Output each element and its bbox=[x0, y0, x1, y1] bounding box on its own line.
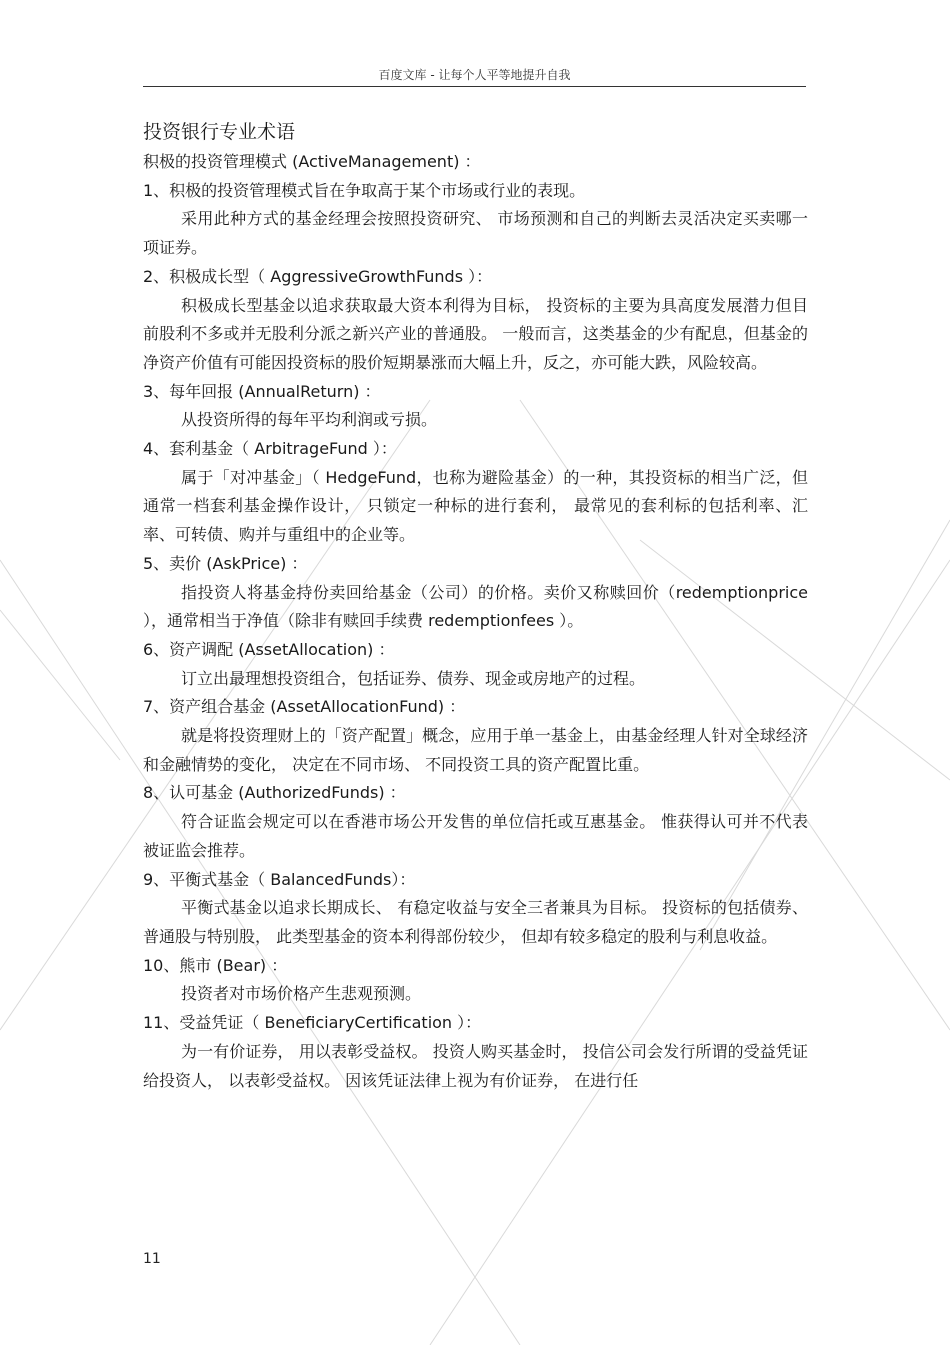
term-description: 采用此种方式的基金经理会按照投资研究、 市场预测和自己的判断去灵活决定买卖哪一项证券。 bbox=[143, 209, 808, 258]
term-heading: 7、资产组合基金 (AssetAllocationFund) ： bbox=[143, 697, 466, 717]
term-description: 积极成长型基金以追求获取最大资本利得为目标， 投资标的主要为具高度发展潜力但目前股利不多或并无股利分派之新兴产业的普通股。 一般而言，这类基金的少有配息，但基金的净资产价值有可能因投资标的股价短期暴涨而大幅上升，反之，亦可能大跌，风险较高。 bbox=[143, 295, 808, 372]
document-title: 投资银行专业术语 bbox=[143, 121, 296, 143]
page-header bbox=[143, 66, 806, 87]
term-description: 从投资所得的每年平均利润或亏损。 bbox=[181, 410, 438, 430]
term-description: 属于「对冲基金」（ HedgeFund，也称为避险基金）的一种，其投资标的相当广泛，但通常一档套利基金操作设计， 只锁定一种标的进行套利， 最常见的套利标的包括利率、汇率、可转债、购并与重组中的企业等。 bbox=[143, 467, 808, 545]
term-heading: 11、受益凭证（ BeneficiaryCertification ）： bbox=[143, 1013, 482, 1033]
header-text: 百度文库 - 让每个人平等地提升自我 bbox=[378, 68, 571, 82]
term-heading: 8、认可基金 (AuthorizedFunds) ： bbox=[143, 783, 406, 803]
page-number: 11 bbox=[143, 1251, 161, 1267]
term-heading: 5、卖价 (AskPrice) ： bbox=[143, 553, 308, 573]
term-heading: 1、积极的投资管理模式旨在争取高于某个市场或行业的表现。 bbox=[143, 180, 586, 200]
term-heading: 4、套利基金（ ArbitrageFund ）： bbox=[143, 439, 397, 459]
term-description: 为一有价证券， 用以表彰受益权。 投资人购买基金时， 投信公司会发行所谓的受益凭证给投资人， 以表彰受益权。 因该凭证法律上视为有价证券， 在进行任 bbox=[143, 1041, 808, 1090]
term-description: 符合证监会规定可以在香港市场公开发售的单位信托或互惠基金。 惟获得认可并不代表被证监会推荐。 bbox=[143, 812, 808, 860]
term-heading: 3、每年回报 (AnnualReturn) ： bbox=[143, 381, 381, 401]
term-heading: 9、平衡式基金（ BalancedFunds）： bbox=[143, 869, 416, 889]
term-description: 订立出最理想投资组合，包括证券、债券、现金或房地产的过程。 bbox=[181, 668, 646, 688]
term-heading: 6、资产调配 (AssetAllocation) ： bbox=[143, 639, 395, 659]
term-description: 投资者对市场价格产生悲观预测。 bbox=[181, 984, 422, 1004]
term-description: 平衡式基金以追求长期成长、 有稳定收益与安全三者兼具为目标。 投资标的包括债券、普通股与特别股， 此类型基金的资本利得部份较少， 但却有较多稳定的股利与利息收益。 bbox=[143, 898, 808, 946]
term-description: 指投资人将基金持份卖回给基金（公司）的价格。卖价又称赎回价（redemptionprice ），通常相当于净值（除非有赎回手续费 redemptionfees ）。 bbox=[143, 582, 808, 631]
term-heading: 积极的投资管理模式 (ActiveManagement) ： bbox=[143, 152, 481, 171]
term-heading: 2、积极成长型（ AggressiveGrowthFunds ）： bbox=[143, 266, 493, 286]
term-description: 就是将投资理财上的「资产配置」概念，应用于单一基金上，由基金经理人针对全球经济和金融情势的变化， 决定在不同市场、 不同投资工具的资产配置比重。 bbox=[143, 726, 808, 774]
document-body bbox=[143, 118, 808, 1095]
term-heading: 10、熊市 (Bear) ： bbox=[143, 955, 288, 975]
